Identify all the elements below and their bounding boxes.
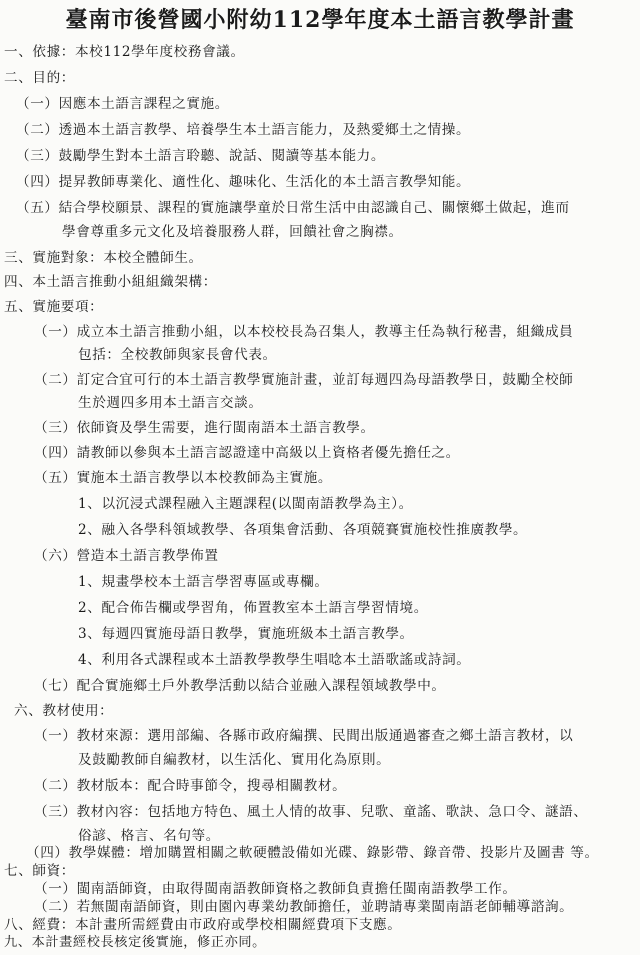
implementation-item-2: （二）訂定合宜可行的本土語言教學實施計畫，並訂每週四為母語教學日，鼓勵全校師 <box>34 372 574 388</box>
implementation-item-5-sub-1: 1、以沉浸式課程融入主題課程(以閩南語教學為主）。 <box>78 496 413 512</box>
materials-item-3-cont: 俗諺、格言、名句等。 <box>78 828 220 844</box>
section-basis: 一、依據：本校112學年度校務會議。 <box>4 44 245 60</box>
materials-item-3: （三）教材內容：包括地方特色、風土人情的故事、兒歌、童謠、歌訣、急口令、謎語、 <box>34 804 588 820</box>
implementation-item-6-sub-2: 2、配合佈告欄或學習角，佈置教室本土語言學習情境。 <box>78 600 428 616</box>
implementation-item-6-sub-1: 1、規畫學校本土語言學習專區或專欄。 <box>78 574 329 590</box>
materials-item-1: （一）教材來源：選用部編、各縣市政府編撰、民間出版通過審查之鄉土語言教材，以 <box>34 728 574 744</box>
teachers-item-1: （一）閩南語師資，由取得閩南語教師資格之教師負責擔任閩南語教學工作。 <box>34 881 517 897</box>
implementation-item-6: （六）營造本土語言教學佈置 <box>34 548 219 564</box>
implementation-item-1: （一）成立本土語言推動小組，以本校校長為召集人，教導主任為執行秘書，組織成員 <box>34 324 574 340</box>
section-implementation-heading: 五、實施要項： <box>4 299 104 315</box>
section-purpose-heading: 二、目的： <box>4 70 75 86</box>
purpose-item-5: （五）結合學校願景、課程的實施讓學童於日常生活中由認識自己、關懷鄉土做起，進而 <box>16 200 570 216</box>
purpose-item-3: （三）鼓勵學生對本土語言聆聽、說話、閱讀等基本能力。 <box>16 148 386 164</box>
implementation-item-4: （四）請教師以參與本土語言認證達中高級以上資格者優先擔任之。 <box>34 445 460 461</box>
document-title: 臺南市後營國小附幼112學年度本土語言教學計畫 <box>65 7 575 33</box>
section-teachers-heading: 七、師資： <box>4 863 75 879</box>
teachers-item-2: （二）若無閩南語師資，則由園內專業幼教師擔任，並聘請專業閩南語老師輔導諮詢。 <box>34 899 574 915</box>
purpose-item-5-cont: 學會尊重多元文化及培養服務人群，回饋社會之胸襟。 <box>62 224 403 240</box>
section-approval: 九、本計畫經校長核定後實施，修正亦同。 <box>4 935 266 950</box>
materials-item-2: （二）教材版本：配合時事節令，搜尋相關教材。 <box>34 778 347 794</box>
implementation-item-1-cont: 包括：全校教師與家長會代表。 <box>78 347 277 363</box>
section-target: 三、實施對象：本校全體師生。 <box>4 250 203 266</box>
implementation-item-5-sub-2: 2、融入各學科領域教學、各項集會活動、各項競賽實施校性推廣教學。 <box>78 522 528 538</box>
implementation-item-6-sub-4: 4、利用各式課程或本土語教學教學生唱唸本土語歌謠或詩詞。 <box>78 652 471 668</box>
purpose-item-4: （四）提昇教師專業化、適性化、趣味化、生活化的本土語言教學知能。 <box>16 174 471 190</box>
purpose-item-2: （二）透過本土語言教學、培養學生本土語言能力，及熱愛鄉土之情操。 <box>16 122 471 138</box>
implementation-item-7: （七）配合實施鄉土戶外教學活動以結合並融入課程領域教學中。 <box>34 678 446 694</box>
implementation-item-5: （五）實施本土語言教學以本校教師為主實施。 <box>34 470 333 486</box>
materials-item-4: （四）教學媒體：增加購置相關之軟硬體設備如光碟、錄影帶、錄音帶、投影片及圖書 等。 <box>26 845 599 861</box>
section-organization: 四、本土語言推動小組組織架構： <box>4 274 217 290</box>
implementation-item-3: （三）依師資及學生需要，進行閩南語本土語言教學。 <box>34 420 375 436</box>
implementation-item-2-cont: 生於週四多用本土語言交談。 <box>78 395 263 411</box>
materials-item-1-cont: 及鼓勵教師自編教材，以生活化、實用化為原則。 <box>78 752 391 768</box>
implementation-item-6-sub-3: 3、每週四實施母語日教學，實施班級本土語言教學。 <box>78 626 414 642</box>
purpose-item-1: （一）因應本土語言課程之實施。 <box>16 96 229 112</box>
section-funding: 八、經費：本計畫所需經費由市政府或學校相關經費項下支應。 <box>4 917 402 933</box>
section-materials-heading: 六、教材使用： <box>14 703 114 719</box>
